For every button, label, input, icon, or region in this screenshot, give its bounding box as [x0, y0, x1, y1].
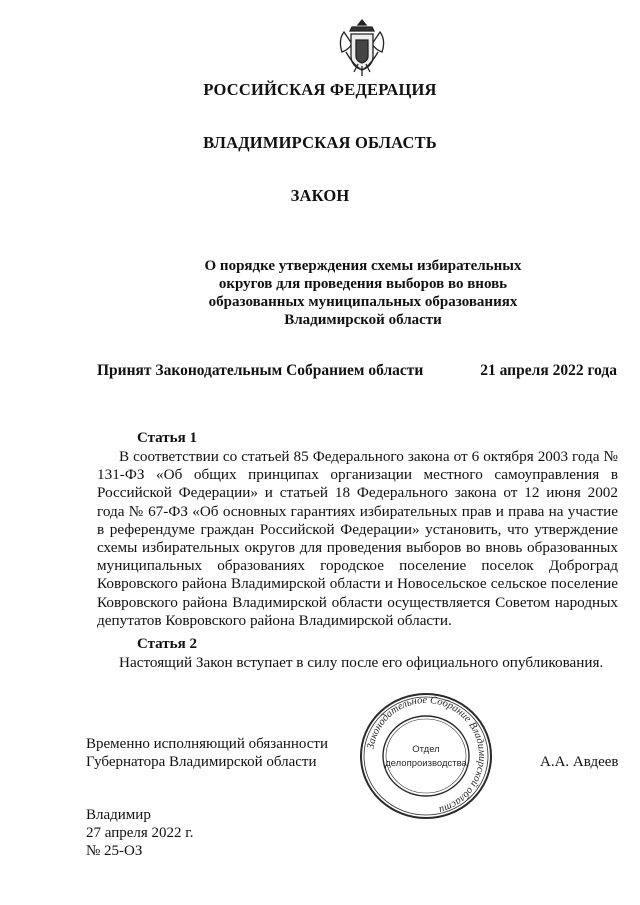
footer-date: 27 апреля 2022 г. [86, 825, 194, 841]
adoption-date: 21 апреля 2022 года [480, 362, 617, 379]
subject-line: образованных муниципальных образованиях [208, 294, 518, 310]
stamp-center-line: Отдел [412, 744, 440, 755]
subject-line: О порядке утверждения схемы избирательных [204, 258, 522, 274]
footer-number: № 25-ОЗ [86, 843, 143, 859]
position-line: Губернатора Владимирской области [86, 753, 317, 770]
position-line: Временно исполняющий обязанности [86, 736, 329, 752]
article-1-heading: Статья 1 [137, 430, 197, 446]
subject-line: округов для проведения выборов во вновь [218, 276, 508, 292]
document-type-heading: ЗАКОН [290, 186, 350, 205]
article-2-text: Настоящий Закон вступает в силу после его официального опубликования. [119, 654, 604, 671]
article-1-text: В соответствии со статьей 85 Федерального закона от 6 октября 2003 года № 131-ФЗ «Об общих принципах организации местного самоуправления в Российской Федерации» и статьей 18 Федерального закона от 12 июня 2002 года № 67-ФЗ «Об основных гарантиях избирательных прав и права на участие в референдуме граждан Российской Федерации» установить, что утверждение схемы избирательных округов для проведения выборов во вновь образованных муниципальных образованиях городское поселение поселок Доброград Ковровского района Владимирской области и Новосельское сельское поселение Ковровского района Владимирской области осуществляется Советом народных депутатов Ковровского района Владимирской области. [97, 448, 618, 629]
signatory-name: А.А. Авдеев [540, 754, 619, 770]
official-stamp [356, 690, 496, 822]
coat-of-arms-emblem [336, 18, 388, 80]
document-footer [86, 806, 194, 860]
subject-line: Владимирской области [284, 312, 442, 328]
law-subject-title [190, 257, 536, 329]
country-heading: РОССИЙСКАЯ ФЕДЕРАЦИЯ [203, 80, 437, 99]
region-heading: ВЛАДИМИРСКАЯ ОБЛАСТЬ [203, 133, 437, 152]
article-2-heading: Статья 2 [137, 636, 197, 652]
stamp-center-line: делопроизводства [385, 758, 467, 769]
stamp-ring-text: Законодательное Собрание Владимирской области [365, 694, 488, 816]
signatory-position [86, 736, 328, 771]
adopted-by: Принят Законодательным Собранием области [97, 362, 424, 379]
footer-city: Владимир [86, 807, 151, 823]
